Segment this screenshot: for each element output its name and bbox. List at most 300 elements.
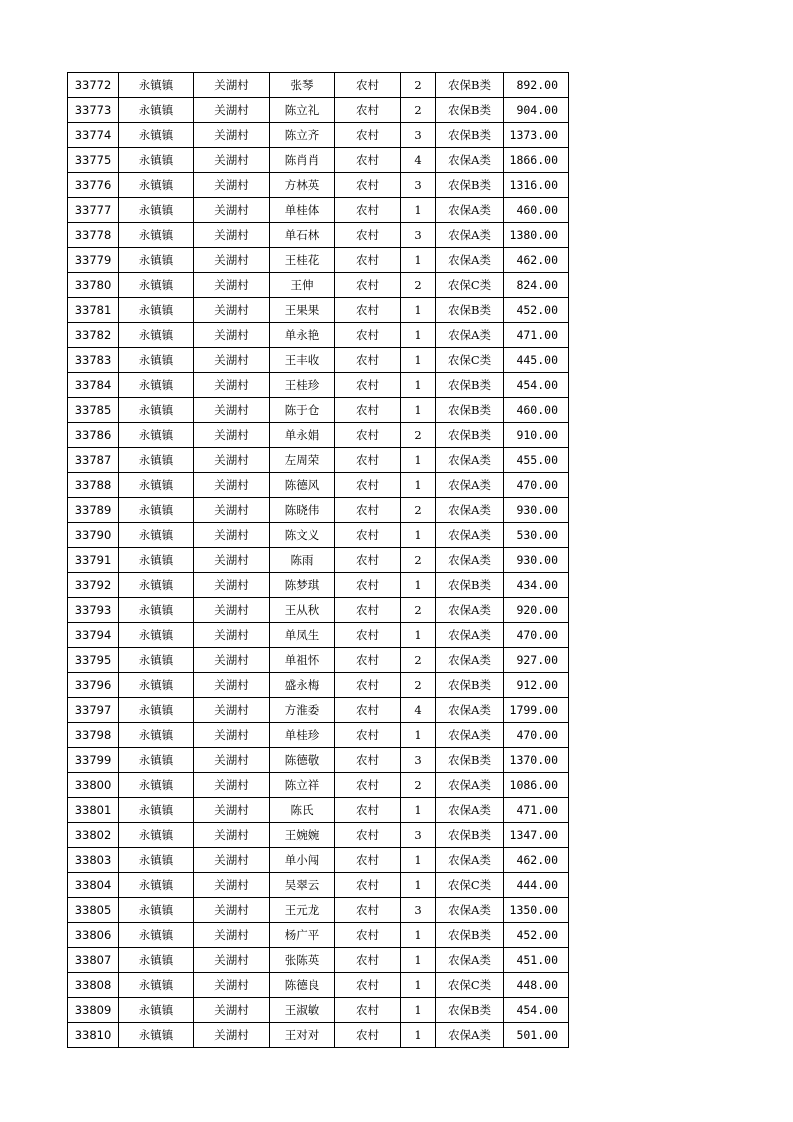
area-type-cell: 农村 — [335, 273, 401, 298]
table-row — [68, 298, 569, 323]
record-id-cell: 33778 — [68, 223, 119, 248]
insurance-class-cell: 农保C类 — [436, 273, 504, 298]
amount-cell: 530.00 — [504, 523, 569, 548]
household-count-cell: 1 — [401, 348, 436, 373]
household-count-cell: 1 — [401, 998, 436, 1023]
insurance-class-cell: 农保A类 — [436, 548, 504, 573]
record-id-cell: 33791 — [68, 548, 119, 573]
insurance-class-cell: 农保B类 — [436, 98, 504, 123]
area-type-cell: 农村 — [335, 948, 401, 973]
household-count-cell: 2 — [401, 673, 436, 698]
village-cell: 关湖村 — [194, 998, 270, 1023]
household-count-cell: 2 — [401, 648, 436, 673]
area-type-cell: 农村 — [335, 748, 401, 773]
insurance-class-cell: 农保B类 — [436, 748, 504, 773]
name-cell: 单凤生 — [270, 623, 335, 648]
area-type-cell: 农村 — [335, 198, 401, 223]
name-cell: 张陈英 — [270, 948, 335, 973]
village-cell: 关湖村 — [194, 98, 270, 123]
household-count-cell: 2 — [401, 273, 436, 298]
household-count-cell: 2 — [401, 773, 436, 798]
household-count-cell: 1 — [401, 923, 436, 948]
name-cell: 单小闯 — [270, 848, 335, 873]
table-row — [68, 273, 569, 298]
area-type-cell: 农村 — [335, 423, 401, 448]
amount-cell: 1347.00 — [504, 823, 569, 848]
name-cell: 单桂体 — [270, 198, 335, 223]
town-cell: 永镇镇 — [119, 323, 194, 348]
area-type-cell: 农村 — [335, 723, 401, 748]
table-row — [68, 198, 569, 223]
insurance-class-cell: 农保B类 — [436, 573, 504, 598]
name-cell: 王丰收 — [270, 348, 335, 373]
insurance-class-cell: 农保A类 — [436, 798, 504, 823]
name-cell: 方林英 — [270, 173, 335, 198]
town-cell: 永镇镇 — [119, 298, 194, 323]
amount-cell: 434.00 — [504, 573, 569, 598]
village-cell: 关湖村 — [194, 273, 270, 298]
household-count-cell: 4 — [401, 698, 436, 723]
name-cell: 王桂花 — [270, 248, 335, 273]
village-cell: 关湖村 — [194, 73, 270, 98]
amount-cell: 452.00 — [504, 298, 569, 323]
name-cell: 左周荣 — [270, 448, 335, 473]
table-row — [68, 623, 569, 648]
household-count-cell: 2 — [401, 98, 436, 123]
insurance-class-cell: 农保A类 — [436, 848, 504, 873]
record-id-cell: 33789 — [68, 498, 119, 523]
town-cell: 永镇镇 — [119, 973, 194, 998]
village-cell: 关湖村 — [194, 948, 270, 973]
name-cell: 陈立齐 — [270, 123, 335, 148]
amount-cell: 501.00 — [504, 1023, 569, 1048]
name-cell: 王婉婉 — [270, 823, 335, 848]
household-count-cell: 3 — [401, 223, 436, 248]
area-type-cell: 农村 — [335, 773, 401, 798]
record-id-cell: 33786 — [68, 423, 119, 448]
insurance-class-cell: 农保A类 — [436, 198, 504, 223]
insurance-class-cell: 农保B类 — [436, 998, 504, 1023]
insurance-class-cell: 农保A类 — [436, 723, 504, 748]
area-type-cell: 农村 — [335, 373, 401, 398]
record-id-cell: 33777 — [68, 198, 119, 223]
amount-cell: 1350.00 — [504, 898, 569, 923]
table-row — [68, 973, 569, 998]
village-cell: 关湖村 — [194, 573, 270, 598]
table-row — [68, 723, 569, 748]
amount-cell: 920.00 — [504, 598, 569, 623]
village-cell: 关湖村 — [194, 648, 270, 673]
household-count-cell: 4 — [401, 148, 436, 173]
town-cell: 永镇镇 — [119, 1023, 194, 1048]
town-cell: 永镇镇 — [119, 748, 194, 773]
table-row — [68, 873, 569, 898]
insurance-class-cell: 农保A类 — [436, 623, 504, 648]
village-cell: 关湖村 — [194, 423, 270, 448]
area-type-cell: 农村 — [335, 348, 401, 373]
household-count-cell: 1 — [401, 473, 436, 498]
amount-cell: 1373.00 — [504, 123, 569, 148]
record-id-cell: 33794 — [68, 623, 119, 648]
insurance-class-cell: 农保A类 — [436, 473, 504, 498]
town-cell: 永镇镇 — [119, 798, 194, 823]
name-cell: 陈德良 — [270, 973, 335, 998]
insurance-class-cell: 农保A类 — [436, 448, 504, 473]
amount-cell: 448.00 — [504, 973, 569, 998]
amount-cell: 904.00 — [504, 98, 569, 123]
area-type-cell: 农村 — [335, 973, 401, 998]
record-id-cell: 33773 — [68, 98, 119, 123]
record-id-cell: 33785 — [68, 398, 119, 423]
insurance-class-cell: 农保B类 — [436, 173, 504, 198]
household-count-cell: 1 — [401, 298, 436, 323]
record-id-cell: 33804 — [68, 873, 119, 898]
record-id-cell: 33806 — [68, 923, 119, 948]
table-row — [68, 498, 569, 523]
town-cell: 永镇镇 — [119, 523, 194, 548]
table-row — [68, 848, 569, 873]
record-id-cell: 33808 — [68, 973, 119, 998]
record-id-cell: 33787 — [68, 448, 119, 473]
village-cell: 关湖村 — [194, 123, 270, 148]
name-cell: 杨广平 — [270, 923, 335, 948]
village-cell: 关湖村 — [194, 773, 270, 798]
name-cell: 王从秋 — [270, 598, 335, 623]
household-count-cell: 3 — [401, 898, 436, 923]
name-cell: 方淮委 — [270, 698, 335, 723]
household-count-cell: 2 — [401, 598, 436, 623]
record-id-cell: 33799 — [68, 748, 119, 773]
record-id-cell: 33774 — [68, 123, 119, 148]
amount-cell: 1866.00 — [504, 148, 569, 173]
insurance-class-cell: 农保A类 — [436, 1023, 504, 1048]
record-id-cell: 33809 — [68, 998, 119, 1023]
town-cell: 永镇镇 — [119, 923, 194, 948]
area-type-cell: 农村 — [335, 698, 401, 723]
table-row — [68, 348, 569, 373]
town-cell: 永镇镇 — [119, 423, 194, 448]
name-cell: 王对对 — [270, 1023, 335, 1048]
village-cell: 关湖村 — [194, 148, 270, 173]
amount-cell: 912.00 — [504, 673, 569, 698]
area-type-cell: 农村 — [335, 223, 401, 248]
record-id-cell: 33797 — [68, 698, 119, 723]
town-cell: 永镇镇 — [119, 173, 194, 198]
household-count-cell: 1 — [401, 573, 436, 598]
insurance-class-cell: 农保A类 — [436, 773, 504, 798]
town-cell: 永镇镇 — [119, 73, 194, 98]
amount-cell: 445.00 — [504, 348, 569, 373]
record-id-cell: 33779 — [68, 248, 119, 273]
name-cell: 张琴 — [270, 73, 335, 98]
amount-cell: 454.00 — [504, 373, 569, 398]
table-row — [68, 698, 569, 723]
village-cell: 关湖村 — [194, 623, 270, 648]
record-id-cell: 33801 — [68, 798, 119, 823]
area-type-cell: 农村 — [335, 398, 401, 423]
town-cell: 永镇镇 — [119, 148, 194, 173]
insurance-class-cell: 农保B类 — [436, 73, 504, 98]
village-cell: 关湖村 — [194, 873, 270, 898]
insurance-class-cell: 农保A类 — [436, 148, 504, 173]
record-id-cell: 33802 — [68, 823, 119, 848]
record-id-cell: 33782 — [68, 323, 119, 348]
village-cell: 关湖村 — [194, 698, 270, 723]
insurance-class-cell: 农保B类 — [436, 923, 504, 948]
household-count-cell: 1 — [401, 523, 436, 548]
area-type-cell: 农村 — [335, 873, 401, 898]
name-cell: 陈肖肖 — [270, 148, 335, 173]
table-row — [68, 173, 569, 198]
table-row — [68, 373, 569, 398]
household-count-cell: 1 — [401, 448, 436, 473]
record-id-cell: 33780 — [68, 273, 119, 298]
area-type-cell: 农村 — [335, 323, 401, 348]
table-row — [68, 923, 569, 948]
town-cell: 永镇镇 — [119, 273, 194, 298]
name-cell: 单石林 — [270, 223, 335, 248]
household-count-cell: 3 — [401, 123, 436, 148]
household-count-cell: 1 — [401, 198, 436, 223]
name-cell: 单永娟 — [270, 423, 335, 448]
table-row — [68, 473, 569, 498]
name-cell: 陈德风 — [270, 473, 335, 498]
table-row — [68, 898, 569, 923]
insurance-class-cell: 农保A类 — [436, 948, 504, 973]
table-row — [68, 98, 569, 123]
insurance-class-cell: 农保A类 — [436, 223, 504, 248]
record-id-cell: 33800 — [68, 773, 119, 798]
household-count-cell: 1 — [401, 873, 436, 898]
table-row — [68, 948, 569, 973]
record-id-cell: 33803 — [68, 848, 119, 873]
village-cell: 关湖村 — [194, 498, 270, 523]
name-cell: 陈于仓 — [270, 398, 335, 423]
amount-cell: 470.00 — [504, 473, 569, 498]
village-cell: 关湖村 — [194, 223, 270, 248]
amount-cell: 460.00 — [504, 198, 569, 223]
table-row — [68, 323, 569, 348]
town-cell: 永镇镇 — [119, 248, 194, 273]
record-id-cell: 33781 — [68, 298, 119, 323]
household-count-cell: 2 — [401, 548, 436, 573]
area-type-cell: 农村 — [335, 123, 401, 148]
village-cell: 关湖村 — [194, 348, 270, 373]
table-row — [68, 748, 569, 773]
records-table — [67, 72, 569, 1048]
town-cell: 永镇镇 — [119, 848, 194, 873]
village-cell: 关湖村 — [194, 848, 270, 873]
table-row — [68, 1023, 569, 1048]
area-type-cell: 农村 — [335, 573, 401, 598]
insurance-class-cell: 农保A类 — [436, 248, 504, 273]
table-row — [68, 823, 569, 848]
name-cell: 陈德敬 — [270, 748, 335, 773]
amount-cell: 1086.00 — [504, 773, 569, 798]
area-type-cell: 农村 — [335, 898, 401, 923]
amount-cell: 1316.00 — [504, 173, 569, 198]
record-id-cell: 33775 — [68, 148, 119, 173]
area-type-cell: 农村 — [335, 848, 401, 873]
table-row — [68, 423, 569, 448]
household-count-cell: 1 — [401, 848, 436, 873]
village-cell: 关湖村 — [194, 173, 270, 198]
record-id-cell: 33805 — [68, 898, 119, 923]
town-cell: 永镇镇 — [119, 223, 194, 248]
town-cell: 永镇镇 — [119, 698, 194, 723]
household-count-cell: 1 — [401, 798, 436, 823]
town-cell: 永镇镇 — [119, 548, 194, 573]
household-count-cell: 3 — [401, 173, 436, 198]
town-cell: 永镇镇 — [119, 473, 194, 498]
table-row — [68, 598, 569, 623]
area-type-cell: 农村 — [335, 673, 401, 698]
record-id-cell: 33790 — [68, 523, 119, 548]
table-row — [68, 573, 569, 598]
village-cell: 关湖村 — [194, 723, 270, 748]
table-row — [68, 798, 569, 823]
household-count-cell: 2 — [401, 73, 436, 98]
name-cell: 陈立礼 — [270, 98, 335, 123]
amount-cell: 454.00 — [504, 998, 569, 1023]
amount-cell: 462.00 — [504, 248, 569, 273]
household-count-cell: 3 — [401, 823, 436, 848]
table-row — [68, 223, 569, 248]
area-type-cell: 农村 — [335, 473, 401, 498]
town-cell: 永镇镇 — [119, 373, 194, 398]
table-row — [68, 398, 569, 423]
table-row — [68, 448, 569, 473]
name-cell: 王桂珍 — [270, 373, 335, 398]
town-cell: 永镇镇 — [119, 873, 194, 898]
household-count-cell: 1 — [401, 373, 436, 398]
insurance-class-cell: 农保A类 — [436, 698, 504, 723]
town-cell: 永镇镇 — [119, 198, 194, 223]
town-cell: 永镇镇 — [119, 348, 194, 373]
name-cell: 陈梦琪 — [270, 573, 335, 598]
insurance-class-cell: 农保B类 — [436, 423, 504, 448]
area-type-cell: 农村 — [335, 823, 401, 848]
table-row — [68, 148, 569, 173]
name-cell: 陈文义 — [270, 523, 335, 548]
name-cell: 王果果 — [270, 298, 335, 323]
town-cell: 永镇镇 — [119, 598, 194, 623]
insurance-class-cell: 农保C类 — [436, 973, 504, 998]
village-cell: 关湖村 — [194, 798, 270, 823]
area-type-cell: 农村 — [335, 73, 401, 98]
name-cell: 陈氏 — [270, 798, 335, 823]
insurance-class-cell: 农保A类 — [436, 498, 504, 523]
town-cell: 永镇镇 — [119, 98, 194, 123]
household-count-cell: 2 — [401, 498, 436, 523]
name-cell: 单永艳 — [270, 323, 335, 348]
insurance-class-cell: 农保C类 — [436, 348, 504, 373]
amount-cell: 824.00 — [504, 273, 569, 298]
record-id-cell: 33793 — [68, 598, 119, 623]
area-type-cell: 农村 — [335, 173, 401, 198]
record-id-cell: 33792 — [68, 573, 119, 598]
village-cell: 关湖村 — [194, 373, 270, 398]
amount-cell: 462.00 — [504, 848, 569, 873]
insurance-class-cell: 农保C类 — [436, 873, 504, 898]
name-cell: 王淑敏 — [270, 998, 335, 1023]
village-cell: 关湖村 — [194, 1023, 270, 1048]
town-cell: 永镇镇 — [119, 723, 194, 748]
amount-cell: 1799.00 — [504, 698, 569, 723]
household-count-cell: 1 — [401, 1023, 436, 1048]
village-cell: 关湖村 — [194, 823, 270, 848]
household-count-cell: 1 — [401, 623, 436, 648]
name-cell: 王伸 — [270, 273, 335, 298]
amount-cell: 471.00 — [504, 798, 569, 823]
household-count-cell: 2 — [401, 423, 436, 448]
name-cell: 单祖怀 — [270, 648, 335, 673]
town-cell: 永镇镇 — [119, 898, 194, 923]
area-type-cell: 农村 — [335, 248, 401, 273]
amount-cell: 927.00 — [504, 648, 569, 673]
area-type-cell: 农村 — [335, 523, 401, 548]
village-cell: 关湖村 — [194, 673, 270, 698]
village-cell: 关湖村 — [194, 748, 270, 773]
table-row — [68, 248, 569, 273]
amount-cell: 930.00 — [504, 548, 569, 573]
village-cell: 关湖村 — [194, 198, 270, 223]
area-type-cell: 农村 — [335, 98, 401, 123]
insurance-class-cell: 农保B类 — [436, 823, 504, 848]
insurance-class-cell: 农保A类 — [436, 523, 504, 548]
table-row — [68, 673, 569, 698]
household-count-cell: 1 — [401, 323, 436, 348]
area-type-cell: 农村 — [335, 798, 401, 823]
town-cell: 永镇镇 — [119, 998, 194, 1023]
area-type-cell: 农村 — [335, 148, 401, 173]
village-cell: 关湖村 — [194, 923, 270, 948]
insurance-class-cell: 农保A类 — [436, 648, 504, 673]
town-cell: 永镇镇 — [119, 773, 194, 798]
household-count-cell: 3 — [401, 748, 436, 773]
household-count-cell: 1 — [401, 948, 436, 973]
name-cell: 单桂珍 — [270, 723, 335, 748]
record-id-cell: 33784 — [68, 373, 119, 398]
record-id-cell: 33796 — [68, 673, 119, 698]
table-row — [68, 73, 569, 98]
town-cell: 永镇镇 — [119, 823, 194, 848]
insurance-class-cell: 农保B类 — [436, 373, 504, 398]
record-id-cell: 33783 — [68, 348, 119, 373]
village-cell: 关湖村 — [194, 323, 270, 348]
insurance-class-cell: 农保B类 — [436, 123, 504, 148]
town-cell: 永镇镇 — [119, 948, 194, 973]
record-id-cell: 33776 — [68, 173, 119, 198]
table-row — [68, 998, 569, 1023]
record-id-cell: 33795 — [68, 648, 119, 673]
area-type-cell: 农村 — [335, 1023, 401, 1048]
name-cell: 吴翠云 — [270, 873, 335, 898]
amount-cell: 1380.00 — [504, 223, 569, 248]
town-cell: 永镇镇 — [119, 448, 194, 473]
town-cell: 永镇镇 — [119, 673, 194, 698]
area-type-cell: 农村 — [335, 623, 401, 648]
village-cell: 关湖村 — [194, 248, 270, 273]
insurance-class-cell: 农保B类 — [436, 298, 504, 323]
town-cell: 永镇镇 — [119, 648, 194, 673]
table-row — [68, 123, 569, 148]
record-id-cell: 33810 — [68, 1023, 119, 1048]
amount-cell: 460.00 — [504, 398, 569, 423]
area-type-cell: 农村 — [335, 598, 401, 623]
town-cell: 永镇镇 — [119, 623, 194, 648]
name-cell: 陈立祥 — [270, 773, 335, 798]
